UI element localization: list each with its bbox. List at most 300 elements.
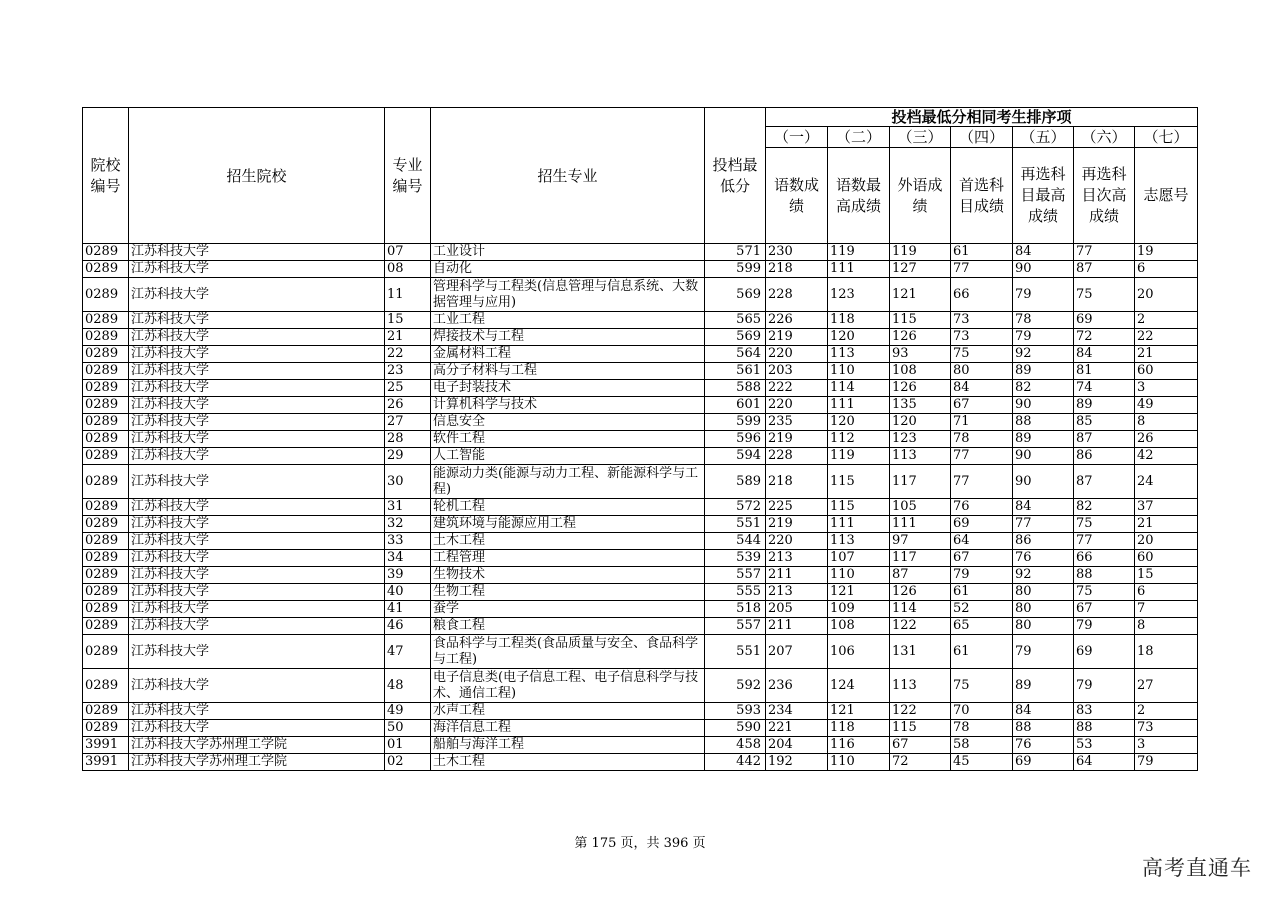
major-code-cell: 02 [385,754,431,771]
first-subject-cell: 61 [951,635,1013,669]
first-subject-cell: 67 [951,550,1013,567]
foreign-language-cell: 113 [890,448,951,465]
header-tiebreak-group: 投档最低分相同考生排序项 [766,108,1198,127]
elective-second-cell: 84 [1074,346,1135,363]
major-name-cell: 工业设计 [431,244,705,261]
major-code-cell: 49 [385,703,431,720]
major-name-cell: 能源动力类(能源与动力工程、新能源科学与工程) [431,465,705,499]
school-name-cell: 江苏科技大学 [129,550,385,567]
chinese-math-score-cell: 213 [766,584,828,601]
school-name-cell: 江苏科技大学 [129,346,385,363]
school-name-cell: 江苏科技大学 [129,397,385,414]
table-row [83,397,1198,414]
elective-second-cell: 88 [1074,720,1135,737]
elective-second-cell: 67 [1074,601,1135,618]
school-code-cell: 0289 [83,516,129,533]
chinese-math-score-cell: 222 [766,380,828,397]
table-row [83,431,1198,448]
header-subcolumn-number: （四） [951,127,1013,148]
chinese-math-max-cell: 124 [828,669,890,703]
foreign-language-cell: 97 [890,533,951,550]
school-name-cell: 江苏科技大学 [129,431,385,448]
chinese-math-max-cell: 113 [828,346,890,363]
table-body [83,244,1198,771]
major-code-cell: 40 [385,584,431,601]
chinese-math-max-cell: 110 [828,567,890,584]
foreign-language-cell: 131 [890,635,951,669]
min-score-cell: 544 [705,533,766,550]
min-score-cell: 590 [705,720,766,737]
table-row [83,380,1198,397]
school-code-cell: 0289 [83,550,129,567]
foreign-language-cell: 115 [890,312,951,329]
foreign-language-cell: 127 [890,261,951,278]
major-name-cell: 生物工程 [431,584,705,601]
elective-max-cell: 90 [1013,448,1074,465]
chinese-math-score-cell: 226 [766,312,828,329]
school-code-cell: 0289 [83,499,129,516]
elective-max-cell: 88 [1013,720,1074,737]
major-name-cell: 水声工程 [431,703,705,720]
major-name-cell: 食品科学与工程类(食品质量与安全、食品科学与工程) [431,635,705,669]
chinese-math-max-cell: 118 [828,312,890,329]
school-code-cell: 0289 [83,278,129,312]
header-subcolumn-label: 首选科目成绩 [951,148,1013,244]
first-subject-cell: 78 [951,431,1013,448]
foreign-language-cell: 93 [890,346,951,363]
school-code-cell: 0289 [83,669,129,703]
major-name-cell: 软件工程 [431,431,705,448]
foreign-language-cell: 67 [890,737,951,754]
elective-max-cell: 90 [1013,261,1074,278]
major-code-cell: 48 [385,669,431,703]
elective-second-cell: 87 [1074,431,1135,448]
preference-number-cell: 49 [1135,397,1198,414]
major-name-cell: 信息安全 [431,414,705,431]
school-name-cell: 江苏科技大学 [129,533,385,550]
preference-number-cell: 20 [1135,533,1198,550]
first-subject-cell: 61 [951,244,1013,261]
foreign-language-cell: 119 [890,244,951,261]
preference-number-cell: 15 [1135,567,1198,584]
major-code-cell: 25 [385,380,431,397]
school-name-cell: 江苏科技大学 [129,414,385,431]
header-subcolumn-label: 语数最高成绩 [828,148,890,244]
table-row [83,618,1198,635]
foreign-language-cell: 111 [890,516,951,533]
min-score-cell: 571 [705,244,766,261]
elective-max-cell: 84 [1013,703,1074,720]
school-code-cell: 0289 [83,703,129,720]
elective-second-cell: 88 [1074,567,1135,584]
school-name-cell: 江苏科技大学 [129,703,385,720]
school-name-cell: 江苏科技大学 [129,465,385,499]
foreign-language-cell: 117 [890,465,951,499]
foreign-language-cell: 123 [890,431,951,448]
major-code-cell: 41 [385,601,431,618]
header-subcolumn-label: 再选科目最高成绩 [1013,148,1074,244]
chinese-math-max-cell: 119 [828,244,890,261]
school-code-cell: 0289 [83,363,129,380]
school-code-cell: 0289 [83,635,129,669]
preference-number-cell: 42 [1135,448,1198,465]
major-name-cell: 建筑环境与能源应用工程 [431,516,705,533]
preference-number-cell: 73 [1135,720,1198,737]
major-name-cell: 海洋信息工程 [431,720,705,737]
first-subject-cell: 76 [951,499,1013,516]
school-code-cell: 0289 [83,567,129,584]
table-row [83,754,1198,771]
first-subject-cell: 52 [951,601,1013,618]
min-score-cell: 551 [705,635,766,669]
min-score-cell: 599 [705,261,766,278]
chinese-math-score-cell: 219 [766,431,828,448]
first-subject-cell: 78 [951,720,1013,737]
min-score-cell: 596 [705,431,766,448]
foreign-language-cell: 122 [890,618,951,635]
foreign-language-cell: 117 [890,550,951,567]
first-subject-cell: 75 [951,346,1013,363]
foreign-language-cell: 115 [890,720,951,737]
chinese-math-score-cell: 236 [766,669,828,703]
preference-number-cell: 8 [1135,414,1198,431]
elective-second-cell: 79 [1074,618,1135,635]
header-school-code: 院校编号 [83,108,129,244]
header-subcolumn-number: （六） [1074,127,1135,148]
table-row [83,448,1198,465]
admission-score-table [82,107,1198,771]
major-code-cell: 27 [385,414,431,431]
min-score-cell: 569 [705,278,766,312]
min-score-cell: 594 [705,448,766,465]
first-subject-cell: 75 [951,669,1013,703]
school-code-cell: 0289 [83,414,129,431]
table-row [83,363,1198,380]
elective-second-cell: 53 [1074,737,1135,754]
elective-second-cell: 86 [1074,448,1135,465]
school-code-cell: 0289 [83,618,129,635]
major-name-cell: 土木工程 [431,533,705,550]
elective-second-cell: 74 [1074,380,1135,397]
preference-number-cell: 60 [1135,363,1198,380]
chinese-math-score-cell: 205 [766,601,828,618]
chinese-math-max-cell: 107 [828,550,890,567]
first-subject-cell: 58 [951,737,1013,754]
school-name-cell: 江苏科技大学 [129,601,385,618]
table-row [83,278,1198,312]
min-score-cell: 592 [705,669,766,703]
elective-max-cell: 84 [1013,499,1074,516]
preference-number-cell: 26 [1135,431,1198,448]
chinese-math-score-cell: 234 [766,703,828,720]
major-code-cell: 50 [385,720,431,737]
chinese-math-max-cell: 110 [828,754,890,771]
preference-number-cell: 2 [1135,312,1198,329]
min-score-cell: 588 [705,380,766,397]
chinese-math-score-cell: 228 [766,278,828,312]
major-code-cell: 47 [385,635,431,669]
major-name-cell: 蚕学 [431,601,705,618]
chinese-math-max-cell: 106 [828,635,890,669]
chinese-math-score-cell: 204 [766,737,828,754]
chinese-math-score-cell: 220 [766,346,828,363]
school-name-cell: 江苏科技大学 [129,380,385,397]
chinese-math-max-cell: 114 [828,380,890,397]
table-header [83,108,1198,244]
elective-max-cell: 89 [1013,669,1074,703]
header-school-name: 招生院校 [129,108,385,244]
min-score-cell: 518 [705,601,766,618]
chinese-math-max-cell: 119 [828,448,890,465]
preference-number-cell: 21 [1135,346,1198,363]
header-min-score: 投档最低分 [705,108,766,244]
table-row [83,414,1198,431]
min-score-cell: 601 [705,397,766,414]
first-subject-cell: 77 [951,448,1013,465]
major-name-cell: 高分子材料与工程 [431,363,705,380]
first-subject-cell: 45 [951,754,1013,771]
elective-max-cell: 80 [1013,618,1074,635]
school-name-cell: 江苏科技大学苏州理工学院 [129,737,385,754]
preference-number-cell: 21 [1135,516,1198,533]
major-name-cell: 管理科学与工程类(信息管理与信息系统、大数据管理与应用) [431,278,705,312]
school-name-cell: 江苏科技大学 [129,261,385,278]
first-subject-cell: 77 [951,261,1013,278]
chinese-math-score-cell: 228 [766,448,828,465]
elective-second-cell: 64 [1074,754,1135,771]
preference-number-cell: 3 [1135,737,1198,754]
major-code-cell: 32 [385,516,431,533]
major-code-cell: 34 [385,550,431,567]
major-name-cell: 船舶与海洋工程 [431,737,705,754]
preference-number-cell: 27 [1135,669,1198,703]
major-name-cell: 电子信息类(电子信息工程、电子信息科学与技术、通信工程) [431,669,705,703]
elective-max-cell: 78 [1013,312,1074,329]
elective-second-cell: 77 [1074,533,1135,550]
school-name-cell: 江苏科技大学 [129,244,385,261]
table-row [83,516,1198,533]
major-code-cell: 33 [385,533,431,550]
first-subject-cell: 73 [951,329,1013,346]
elective-max-cell: 82 [1013,380,1074,397]
foreign-language-cell: 114 [890,601,951,618]
min-score-cell: 458 [705,737,766,754]
major-name-cell: 工程管理 [431,550,705,567]
elective-max-cell: 92 [1013,346,1074,363]
chinese-math-score-cell: 213 [766,550,828,567]
table-row [83,550,1198,567]
foreign-language-cell: 126 [890,329,951,346]
school-code-cell: 0289 [83,720,129,737]
elective-second-cell: 87 [1074,465,1135,499]
min-score-cell: 569 [705,329,766,346]
major-name-cell: 电子封装技术 [431,380,705,397]
first-subject-cell: 70 [951,703,1013,720]
chinese-math-score-cell: 220 [766,397,828,414]
school-name-cell: 江苏科技大学 [129,567,385,584]
chinese-math-max-cell: 111 [828,516,890,533]
header-subcolumn-label: 志愿号 [1135,148,1198,244]
min-score-cell: 589 [705,465,766,499]
preference-number-cell: 60 [1135,550,1198,567]
table-row [83,584,1198,601]
table-row [83,669,1198,703]
table-row [83,346,1198,363]
header-subcolumn-label: 外语成绩 [890,148,951,244]
header-major-code: 专业编号 [385,108,431,244]
min-score-cell: 557 [705,618,766,635]
min-score-cell: 599 [705,414,766,431]
preference-number-cell: 79 [1135,754,1198,771]
major-name-cell: 轮机工程 [431,499,705,516]
major-code-cell: 01 [385,737,431,754]
chinese-math-max-cell: 111 [828,397,890,414]
elective-max-cell: 79 [1013,329,1074,346]
major-code-cell: 08 [385,261,431,278]
chinese-math-max-cell: 112 [828,431,890,448]
major-code-cell: 46 [385,618,431,635]
chinese-math-score-cell: 225 [766,499,828,516]
school-code-cell: 0289 [83,312,129,329]
elective-max-cell: 76 [1013,737,1074,754]
chinese-math-max-cell: 109 [828,601,890,618]
first-subject-cell: 64 [951,533,1013,550]
elective-second-cell: 75 [1074,584,1135,601]
school-code-cell: 0289 [83,584,129,601]
table-row [83,737,1198,754]
first-subject-cell: 77 [951,465,1013,499]
chinese-math-max-cell: 120 [828,414,890,431]
major-name-cell: 人工智能 [431,448,705,465]
elective-max-cell: 80 [1013,601,1074,618]
first-subject-cell: 71 [951,414,1013,431]
elective-second-cell: 77 [1074,244,1135,261]
table-row [83,312,1198,329]
school-name-cell: 江苏科技大学 [129,516,385,533]
chinese-math-score-cell: 207 [766,635,828,669]
table-row [83,567,1198,584]
elective-second-cell: 75 [1074,278,1135,312]
elective-max-cell: 89 [1013,431,1074,448]
school-name-cell: 江苏科技大学 [129,363,385,380]
watermark-text: 高考直通车 [1142,856,1252,880]
min-score-cell: 557 [705,567,766,584]
school-code-cell: 0289 [83,346,129,363]
chinese-math-score-cell: 192 [766,754,828,771]
major-name-cell: 粮食工程 [431,618,705,635]
school-name-cell: 江苏科技大学苏州理工学院 [129,754,385,771]
header-subcolumn-label: 再选科目次高成绩 [1074,148,1135,244]
preference-number-cell: 7 [1135,601,1198,618]
elective-max-cell: 76 [1013,550,1074,567]
first-subject-cell: 66 [951,278,1013,312]
chinese-math-max-cell: 121 [828,703,890,720]
header-major-name: 招生专业 [431,108,705,244]
first-subject-cell: 84 [951,380,1013,397]
elective-second-cell: 89 [1074,397,1135,414]
school-code-cell: 0289 [83,380,129,397]
school-code-cell: 3991 [83,754,129,771]
header-subcolumn-number: （三） [890,127,951,148]
major-code-cell: 31 [385,499,431,516]
chinese-math-max-cell: 116 [828,737,890,754]
school-name-cell: 江苏科技大学 [129,669,385,703]
school-name-cell: 江苏科技大学 [129,720,385,737]
first-subject-cell: 69 [951,516,1013,533]
major-code-cell: 26 [385,397,431,414]
school-name-cell: 江苏科技大学 [129,329,385,346]
chinese-math-max-cell: 111 [828,261,890,278]
page-footer: 第 175 页，共 396 页 [574,836,706,851]
table-row [83,720,1198,737]
foreign-language-cell: 126 [890,584,951,601]
first-subject-cell: 73 [951,312,1013,329]
foreign-language-cell: 105 [890,499,951,516]
min-score-cell: 551 [705,516,766,533]
chinese-math-score-cell: 220 [766,533,828,550]
elective-second-cell: 79 [1074,669,1135,703]
table-row [83,244,1198,261]
preference-number-cell: 2 [1135,703,1198,720]
elective-second-cell: 72 [1074,329,1135,346]
major-name-cell: 焊接技术与工程 [431,329,705,346]
table-row [83,465,1198,499]
major-name-cell: 工业工程 [431,312,705,329]
major-code-cell: 39 [385,567,431,584]
min-score-cell: 593 [705,703,766,720]
preference-number-cell: 6 [1135,261,1198,278]
chinese-math-max-cell: 110 [828,363,890,380]
chinese-math-score-cell: 211 [766,618,828,635]
preference-number-cell: 6 [1135,584,1198,601]
chinese-math-max-cell: 123 [828,278,890,312]
chinese-math-score-cell: 219 [766,329,828,346]
elective-max-cell: 79 [1013,635,1074,669]
school-name-cell: 江苏科技大学 [129,499,385,516]
chinese-math-score-cell: 219 [766,516,828,533]
major-code-cell: 30 [385,465,431,499]
major-name-cell: 土木工程 [431,754,705,771]
school-name-cell: 江苏科技大学 [129,584,385,601]
chinese-math-max-cell: 115 [828,465,890,499]
chinese-math-max-cell: 115 [828,499,890,516]
school-code-cell: 3991 [83,737,129,754]
elective-max-cell: 69 [1013,754,1074,771]
chinese-math-max-cell: 108 [828,618,890,635]
first-subject-cell: 65 [951,618,1013,635]
table-row [83,499,1198,516]
elective-max-cell: 80 [1013,584,1074,601]
school-name-cell: 江苏科技大学 [129,312,385,329]
school-code-cell: 0289 [83,431,129,448]
foreign-language-cell: 87 [890,567,951,584]
chinese-math-score-cell: 235 [766,414,828,431]
first-subject-cell: 80 [951,363,1013,380]
major-code-cell: 07 [385,244,431,261]
major-code-cell: 22 [385,346,431,363]
header-subcolumn-number: （七） [1135,127,1198,148]
school-name-cell: 江苏科技大学 [129,278,385,312]
foreign-language-cell: 126 [890,380,951,397]
first-subject-cell: 79 [951,567,1013,584]
school-name-cell: 江苏科技大学 [129,448,385,465]
table-row [83,703,1198,720]
min-score-cell: 442 [705,754,766,771]
table-row [83,329,1198,346]
major-name-cell: 计算机科学与技术 [431,397,705,414]
school-name-cell: 江苏科技大学 [129,618,385,635]
chinese-math-score-cell: 211 [766,567,828,584]
